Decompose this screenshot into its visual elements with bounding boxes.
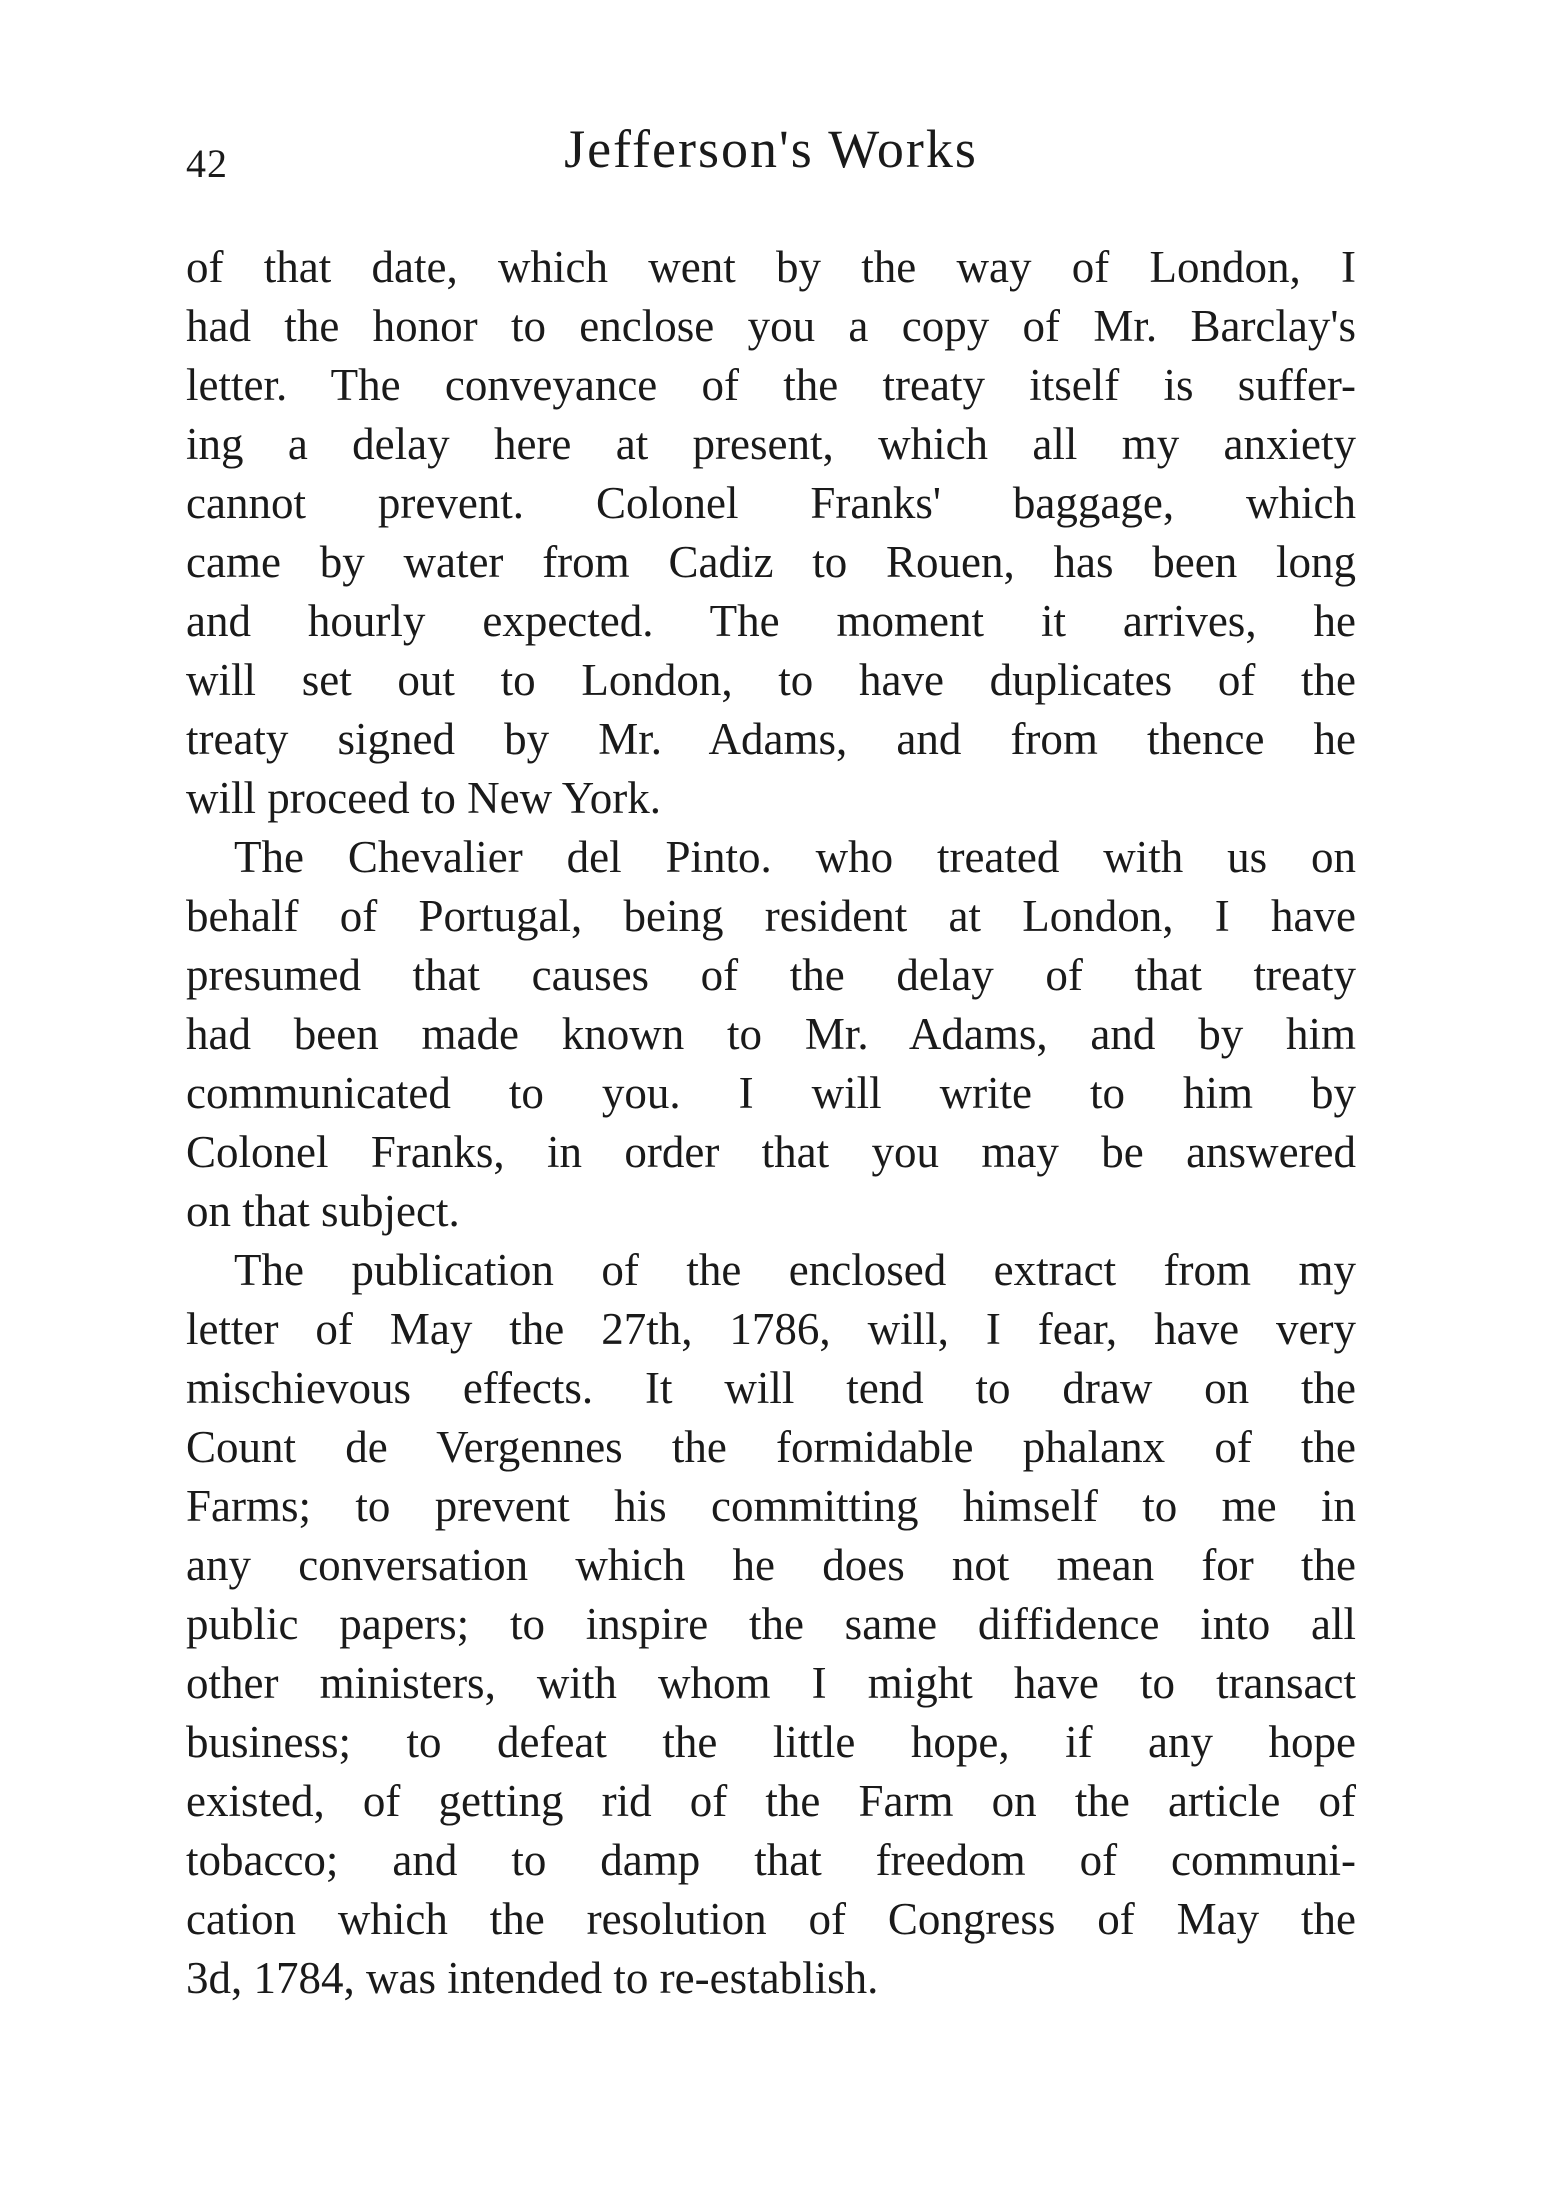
paragraph <box>186 1241 1356 2008</box>
text-line: tobacco; and to damp that freedom of communi- <box>186 1835 1356 1885</box>
text-line: and hourly expected. The moment it arrives, he <box>186 596 1356 646</box>
text-line: The publication of the enclosed extract from my <box>234 1245 1356 1295</box>
text-line: Colonel Franks, in order that you may be answered <box>186 1127 1356 1177</box>
text-line: ing a delay here at present, which all my anxiety <box>186 419 1356 469</box>
text-line: any conversation which he does not mean for the <box>186 1540 1356 1590</box>
text-line: other ministers, with whom I might have to transact <box>186 1658 1356 1708</box>
text-line: letter. The conveyance of the treaty itself is suffer- <box>186 360 1356 410</box>
paragraph <box>186 238 1356 828</box>
text-line: had been made known to Mr. Adams, and by him <box>186 1009 1356 1059</box>
text-line: had the honor to enclose you a copy of Mr. Barclay's <box>186 301 1356 351</box>
text-line: existed, of getting rid of the Farm on the article of <box>186 1776 1356 1826</box>
text-line: mischievous effects. It will tend to draw on the <box>186 1363 1356 1413</box>
text-line: behalf of Portugal, being resident at London, I have <box>186 891 1356 941</box>
page-header <box>186 118 1356 198</box>
text-line: communicated to you. I will write to him by <box>186 1068 1356 1118</box>
text-line: The Chevalier del Pinto. who treated with us on <box>234 832 1356 882</box>
text-line: on that subject. <box>186 1186 460 1236</box>
page-number: 42 <box>186 141 228 186</box>
text-line: cation which the resolution of Congress of May the <box>186 1894 1356 1944</box>
text-line: of that date, which went by the way of London, I <box>186 242 1356 292</box>
paragraph <box>186 828 1356 1241</box>
text-line: 3d, 1784, was intended to re-establish. <box>186 1953 879 2003</box>
text-line: treaty signed by Mr. Adams, and from thence he <box>186 714 1356 764</box>
text-line: business; to defeat the little hope, if any hope <box>186 1717 1356 1767</box>
running-title: Jefferson's Works <box>564 119 978 179</box>
body-text <box>186 238 1356 2008</box>
text-line: Farms; to prevent his committing himself to me in <box>186 1481 1356 1531</box>
text-line: public papers; to inspire the same diffidence into all <box>186 1599 1356 1649</box>
text-line: came by water from Cadiz to Rouen, has been long <box>186 537 1356 587</box>
text-line: letter of May the 27th, 1786, will, I fear, have very <box>186 1304 1356 1354</box>
text-line: presumed that causes of the delay of that treaty <box>186 950 1356 1000</box>
text-line: cannot prevent. Colonel Franks' baggage, which <box>186 478 1356 528</box>
text-line: will proceed to New York. <box>186 773 661 823</box>
text-line: Count de Vergennes the formidable phalanx of the <box>186 1422 1356 1472</box>
text-line: will set out to London, to have duplicates of the <box>186 655 1356 705</box>
